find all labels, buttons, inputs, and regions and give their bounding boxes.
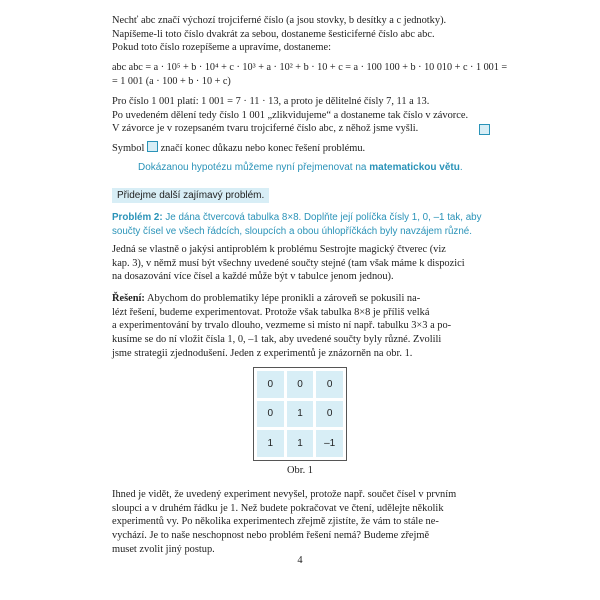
qed-square-icon [479,124,490,135]
antiproblem-paragraph [112,243,490,284]
intro-line: Pokud toto číslo rozepíšeme a upravíme, dostaneme: [112,42,332,54]
conclusion-paragraph [112,488,490,557]
equation-block [112,61,508,88]
grid-cell: 1 [287,401,314,428]
conclusion-line: Ihned je vidět, že uvedený experiment nevyšel, protože např. součet čísel v prvním [112,489,457,500]
symbol-note-before: Symbol [112,143,145,154]
intro-line: Nechť abc značí výchozí trojciferné číslo (a jsou stovky, b desítky a c jednotky). [112,15,447,26]
grid-cell: 0 [316,401,343,428]
solution-line: a experimentování by trvalo dlouho, vezmeme si místo ní např. tabulku 3×3 a po- [112,320,452,332]
grid-cell: 0 [257,401,284,428]
theorem-note-end: . [459,162,463,173]
proof-line: Po uvedeném dělení tedy číslo 1 001 „zlikvidujeme“ a dostaneme tak číslo v závorce. [112,109,469,121]
grid-cell: 0 [287,371,314,398]
proof-line [112,122,490,136]
problem-line: Je dána čtvercová tabulka 8×8. Doplňte její políčka čísly 1, 0, –1 tak, aby [165,212,482,223]
equation-line-2: = 1 001 (a · 100 + b · 10 + c) [112,75,231,87]
theorem-note-emph: matematickou větu [369,162,460,173]
conclusion-line: vychází. Je to naše neschopnost nebo problém řešení nemá? Budeme zřejmě [112,530,430,542]
intro-paragraph [112,14,490,55]
theorem-note [138,161,498,175]
solution-line: lézt řešení, budeme experimentovat. Protože však tabulka 8×8 je příliš velká [112,306,430,318]
section-banner [112,185,490,203]
figure-grid [253,367,347,461]
conclusion-line: experimentů vy. Po několika experimentech zřejmě zjistíte, že vám to stále ne- [112,516,439,528]
intro-line: Napíšeme-li toto číslo dvakrát za sebou, dostaneme šesticiferné číslo abc abc. [112,28,435,40]
proof-line: Pro číslo 1 001 platí: 1 001 = 7 · 11 · 13, a proto je dělitelné čísly 7, 11 a 13. [112,96,430,107]
antiproblem-line: kap. 3), v němž musí být všechny uvedené součty stejné (tam však máme k dispozici [112,257,465,269]
section-banner-text: Přidejme další zajímavý problém. [112,188,269,203]
solution-line: jsme strategii zjednodušení. Jeden z experimentů je znázorněn na obr. 1. [112,347,413,359]
solution-paragraph [112,292,490,361]
problem-statement [112,211,490,238]
problem-line: součty čísel ve všech řádcích, sloupcích a obou úhlopříčkách byly navzájem různé. [112,225,472,237]
symbol-note [112,141,490,156]
grid-cell: 0 [257,371,284,398]
symbol-note-after: značí konec důkazu nebo konec řešení problému. [160,143,366,154]
equation-line-1: abc abc = a · 10⁵ + b · 10⁴ + c · 10³ + a · 10² + b · 10 + c = a · 100 100 + b · 10 010 + c · 1 001 = [112,62,508,73]
problem-label: Problém 2: [112,212,163,223]
page-number: 4 [297,555,303,566]
proof-line-text: V závorce je v rozepsaném tvaru trojciferné číslo abc, z něhož jsme vyšli. [112,123,419,135]
conclusion-line: muset zvolit jiný postup. [112,543,215,555]
figure-caption: Obr. 1 [287,465,313,476]
proof-paragraph [112,95,490,136]
solution-line: Abychom do problematiky lépe pronikli a zároveň se pokusili na- [146,293,421,304]
grid-cell: 1 [287,430,314,457]
grid-cell: 1 [257,430,284,457]
solution-label: Řešení: [112,293,145,304]
qed-square-icon [147,141,158,152]
grid-cell: 0 [316,371,343,398]
antiproblem-line: Jedná se vlastně o jakýsi antiproblém k problému Sestrojte magický čtverec (viz [112,244,446,255]
theorem-note-text: Dokázanou hypotézu můžeme nyní přejmenovat na [138,162,367,173]
solution-line: kusíme se do ní vložit čísla 1, 0, –1 tak, aby uvedené součty byly různé. Zvolili [112,334,442,346]
grid-cell: –1 [316,430,343,457]
antiproblem-line: na dosazování více čísel a každé může být v tabulce jenom jednou). [112,271,394,283]
conclusion-line: sloupci a v druhém řádku je 1. Než budete pokračovat ve čtení, udělejte několik [112,502,444,514]
